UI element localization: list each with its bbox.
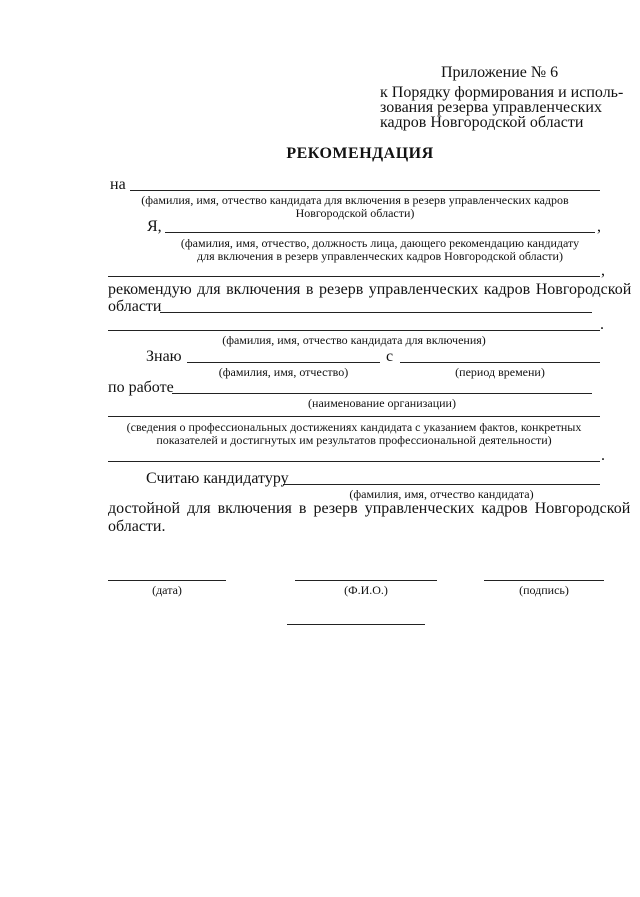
know-name-line[interactable] bbox=[187, 362, 380, 363]
consider-label: Считаю кандидатуру bbox=[146, 470, 289, 487]
recommend-text: рекомендую для включения в резерв управленческих кадров Новгородской bbox=[108, 281, 632, 298]
i-caption-2: для включения в резерв управленческих кадров Новгородской области) bbox=[197, 249, 563, 263]
know-label: Знаю bbox=[146, 348, 182, 365]
worthy-text-line-2: области. bbox=[108, 518, 166, 535]
region-field-line[interactable] bbox=[160, 312, 592, 313]
to-caption-1: (фамилия, имя, отчество кандидата для включения в резерв управленческих кадров bbox=[141, 193, 569, 207]
candidate-caption: (фамилия, имя, отчество кандидата для включения) bbox=[222, 333, 486, 347]
i-label: Я, bbox=[147, 218, 162, 235]
to-label: на bbox=[110, 176, 126, 193]
region-label: области bbox=[108, 298, 162, 315]
date-caption: (дата) bbox=[152, 583, 182, 597]
achievements-field-line[interactable] bbox=[108, 416, 600, 417]
period-field-line[interactable] bbox=[400, 362, 600, 363]
continuation-comma: , bbox=[601, 262, 605, 279]
achievements-end-period: . bbox=[601, 447, 605, 464]
fio-caption: (Ф.И.О.) bbox=[344, 583, 388, 597]
appendix-line-1: к Порядку формирования и исполь- bbox=[380, 84, 624, 101]
date-field-line[interactable] bbox=[108, 580, 226, 581]
consider-caption: (фамилия, имя, отчество кандидата) bbox=[349, 487, 534, 501]
appendix-number: Приложение № 6 bbox=[441, 64, 559, 81]
closing-separator bbox=[287, 624, 425, 625]
recommender-continuation-line[interactable] bbox=[108, 276, 600, 277]
document-title: РЕКОМЕНДАЦИЯ bbox=[286, 145, 434, 162]
appendix-line-3: кадров Новгородской области bbox=[380, 114, 584, 131]
know-caption: (фамилия, имя, отчество) bbox=[218, 365, 349, 379]
to-caption-2: Новгородской области) bbox=[295, 206, 415, 220]
consider-field-line[interactable] bbox=[283, 484, 600, 485]
appendix-line-2: зования резерва управленческих bbox=[380, 99, 602, 116]
i-caption-1: (фамилия, имя, отчество, должность лица, дающего рекомендацию кандидату bbox=[180, 236, 580, 250]
work-label: по работе bbox=[108, 379, 174, 396]
signature-field-line[interactable] bbox=[484, 580, 604, 581]
to-field-line[interactable] bbox=[130, 190, 600, 191]
achievements-caption-1: (сведения о профессиональных достижениях кандидата с указанием фактов, конкретных bbox=[126, 420, 582, 434]
worthy-text-line-1: достойной для включения в резерв управленческих кадров Новгородской bbox=[108, 500, 631, 517]
fio-field-line[interactable] bbox=[295, 580, 437, 581]
since-label: с bbox=[386, 348, 394, 365]
org-caption: (наименование организации) bbox=[308, 396, 456, 410]
region-end-period: . bbox=[600, 316, 604, 333]
signature-caption: (подпись) bbox=[519, 583, 569, 597]
i-comma: , bbox=[597, 218, 601, 235]
org-field-line[interactable] bbox=[172, 393, 592, 394]
i-field-line[interactable] bbox=[165, 232, 595, 233]
period-caption: (период времени) bbox=[455, 365, 545, 379]
achievements-extra-line[interactable] bbox=[108, 461, 600, 462]
candidate-field-line[interactable] bbox=[108, 330, 600, 331]
achievements-caption-2: показателей и достигнутых им результатов профессиональной деятельности) bbox=[156, 433, 552, 447]
